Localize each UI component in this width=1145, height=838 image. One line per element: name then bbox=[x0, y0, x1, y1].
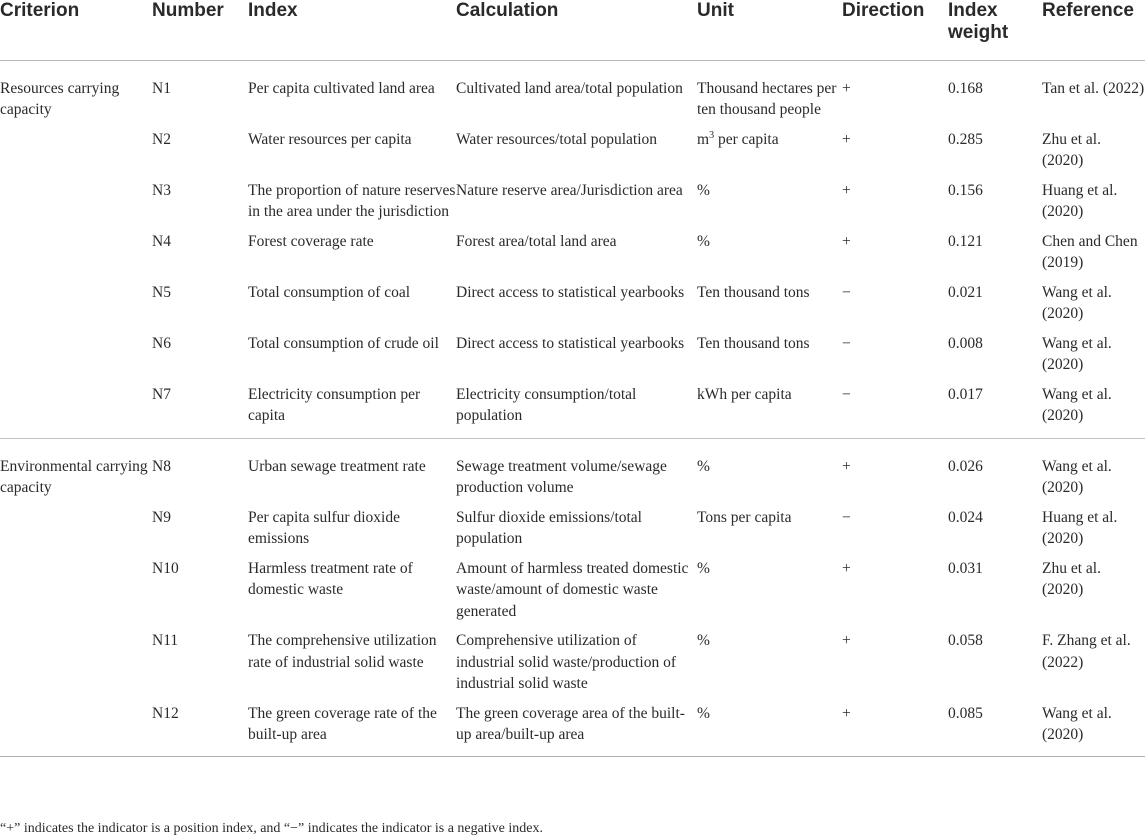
cell-unit: % bbox=[697, 632, 710, 649]
cell-reference: F. Zhang et al. (2022) bbox=[1042, 632, 1131, 671]
cell-calculation: Cultivated land area/total population bbox=[456, 79, 683, 97]
cell-reference: Huang et al. (2020) bbox=[1042, 181, 1118, 220]
cell-unit: % bbox=[697, 559, 710, 577]
cell-criterion bbox=[0, 274, 152, 325]
cell-direction: + bbox=[842, 79, 851, 97]
cell-criterion bbox=[0, 622, 152, 695]
cell-number: N1 bbox=[152, 79, 171, 97]
header-index-weight: Index weight bbox=[948, 0, 1042, 60]
table-row bbox=[0, 60, 1145, 121]
cell-reference: Wang et al. (2020) bbox=[1042, 457, 1112, 496]
cell-criterion bbox=[0, 550, 152, 623]
cell-direction: + bbox=[842, 181, 851, 199]
cell-direction: − bbox=[842, 376, 948, 439]
cell-index: Per capita sulfur dioxide emissions bbox=[248, 508, 400, 547]
cell-criterion: Resources carrying capacity bbox=[0, 79, 120, 118]
cell-unit: % bbox=[697, 232, 710, 250]
cell-unit: Thousand hectares per ten thousand people bbox=[697, 79, 837, 118]
cell-reference: Zhu et al. (2020) bbox=[1042, 559, 1101, 598]
cell-direction: − bbox=[842, 334, 851, 352]
cell-direction: − bbox=[842, 508, 851, 526]
table-row bbox=[0, 274, 1145, 325]
cell-index: The proportion of nature reserves in the area under the jurisdiction bbox=[248, 181, 456, 220]
cell-calculation: Forest area/total land area bbox=[456, 232, 617, 250]
header-index: Index bbox=[248, 0, 456, 60]
cell-reference: Wang et al. (2020) bbox=[1042, 695, 1145, 757]
table-row bbox=[0, 223, 1145, 274]
cell-direction: + bbox=[842, 232, 851, 250]
cell-calculation: Sewage treatment volume/sewage production volume bbox=[456, 457, 667, 496]
table-row bbox=[0, 550, 1145, 623]
cell-unit: % bbox=[697, 457, 710, 475]
cell-index: Per capita cultivated land area bbox=[248, 79, 435, 97]
cell-index: The green coverage rate of the built-up area bbox=[248, 695, 456, 757]
cell-weight: 0.021 bbox=[948, 283, 983, 301]
cell-number: N9 bbox=[152, 508, 171, 526]
cell-direction: − bbox=[842, 283, 851, 301]
cell-reference: Chen and Chen (2019) bbox=[1042, 232, 1138, 271]
cell-calculation: Amount of harmless treated domestic waste/amount of domestic waste generated bbox=[456, 559, 689, 620]
cell-number: N10 bbox=[152, 559, 179, 577]
cell-number: N11 bbox=[152, 632, 179, 649]
table-header-row bbox=[0, 0, 1145, 60]
cell-number: N3 bbox=[152, 181, 171, 199]
cell-calculation: The green coverage area of the built-up area/built-up area bbox=[456, 695, 697, 757]
table-row bbox=[0, 438, 1145, 499]
cell-reference: Wang et al. (2020) bbox=[1042, 334, 1112, 373]
cell-unit: Tons per capita bbox=[697, 508, 792, 526]
cell-weight: 0.026 bbox=[948, 457, 983, 475]
cell-weight: 0.156 bbox=[948, 181, 983, 199]
cell-calculation: Direct access to statistical yearbooks bbox=[456, 334, 685, 352]
cell-weight: 0.085 bbox=[948, 695, 1042, 757]
cell-index: Water resources per capita bbox=[248, 130, 412, 148]
table-row bbox=[0, 622, 1145, 695]
cell-criterion bbox=[0, 223, 152, 274]
cell-unit: Ten thousand tons bbox=[697, 334, 810, 352]
cell-calculation: Comprehensive utilization of industrial solid waste/production of industrial solid waste bbox=[456, 632, 676, 692]
table-footnote: “+” indicates the indicator is a position index, and “−” indicates the indicator is a negative index. bbox=[0, 821, 543, 836]
cell-weight: 0.058 bbox=[948, 632, 983, 649]
cell-number: N2 bbox=[152, 130, 171, 148]
table-row bbox=[0, 172, 1145, 223]
table-row bbox=[0, 499, 1145, 550]
cell-index: Forest coverage rate bbox=[248, 232, 374, 250]
cell-index: Electricity consumption per capita bbox=[248, 376, 456, 439]
cell-reference: Zhu et al. (2020) bbox=[1042, 130, 1101, 169]
cell-weight: 0.168 bbox=[948, 79, 983, 97]
cell-unit: Ten thousand tons bbox=[697, 283, 810, 301]
cell-unit: % bbox=[697, 695, 842, 757]
cell-criterion bbox=[0, 695, 152, 757]
cell-criterion bbox=[0, 325, 152, 376]
cell-calculation: Sulfur dioxide emissions/total population bbox=[456, 508, 642, 547]
cell-index: Harmless treatment rate of domestic waste bbox=[248, 559, 413, 598]
cell-unit: % bbox=[697, 181, 710, 199]
cell-number: N5 bbox=[152, 283, 171, 301]
cell-reference: Wang et al. (2020) bbox=[1042, 283, 1112, 322]
header-direction: Direction bbox=[842, 0, 948, 60]
cell-calculation: Electricity consumption/total population bbox=[456, 376, 697, 439]
cell-number: N4 bbox=[152, 232, 171, 250]
cell-index: Total consumption of crude oil bbox=[248, 334, 439, 352]
cell-criterion bbox=[0, 172, 152, 223]
cell-index: Urban sewage treatment rate bbox=[248, 457, 426, 475]
cell-weight: 0.031 bbox=[948, 559, 983, 577]
header-criterion: Criterion bbox=[0, 0, 152, 60]
cell-reference: Wang et al. (2020) bbox=[1042, 376, 1145, 439]
cell-number: N7 bbox=[152, 376, 248, 439]
cell-calculation: Water resources/total population bbox=[456, 130, 658, 148]
cell-index: The comprehensive utilization rate of industrial solid waste bbox=[248, 632, 437, 671]
cell-criterion bbox=[0, 121, 152, 172]
cell-weight: 0.024 bbox=[948, 508, 983, 526]
cell-direction: + bbox=[842, 695, 948, 757]
header-unit: Unit bbox=[697, 0, 842, 60]
table-row bbox=[0, 376, 1145, 439]
cell-unit: kWh per capita bbox=[697, 376, 842, 439]
cell-direction: + bbox=[842, 130, 851, 148]
cell-index: Total consumption of coal bbox=[248, 283, 411, 301]
header-calculation: Calculation bbox=[456, 0, 697, 60]
cell-calculation: Nature reserve area/Jurisdiction area bbox=[456, 181, 683, 199]
cell-calculation: Direct access to statistical yearbooks bbox=[456, 283, 685, 301]
table-row bbox=[0, 121, 1145, 172]
cell-weight: 0.017 bbox=[948, 376, 1042, 439]
cell-direction: + bbox=[842, 457, 851, 475]
cell-direction: + bbox=[842, 559, 851, 577]
cell-reference: Tan et al. (2022) bbox=[1042, 79, 1145, 97]
cell-criterion bbox=[0, 376, 152, 439]
cell-unit: $m^3$ per capita bbox=[697, 129, 779, 148]
cell-number: N6 bbox=[152, 334, 171, 352]
cell-criterion: Environmental carrying capacity bbox=[0, 457, 148, 496]
cell-weight: 0.285 bbox=[948, 130, 983, 148]
cell-reference: Huang et al. (2020) bbox=[1042, 508, 1118, 547]
header-reference: Reference bbox=[1042, 0, 1145, 60]
header-number: Number bbox=[152, 0, 248, 60]
cell-criterion bbox=[0, 499, 152, 550]
table-row bbox=[0, 695, 1145, 757]
cell-number: N8 bbox=[152, 457, 171, 475]
cell-weight: 0.008 bbox=[948, 334, 983, 352]
cell-weight: 0.121 bbox=[948, 232, 983, 250]
cell-number: N12 bbox=[152, 695, 248, 757]
table-row bbox=[0, 325, 1145, 376]
cell-direction: + bbox=[842, 632, 851, 649]
